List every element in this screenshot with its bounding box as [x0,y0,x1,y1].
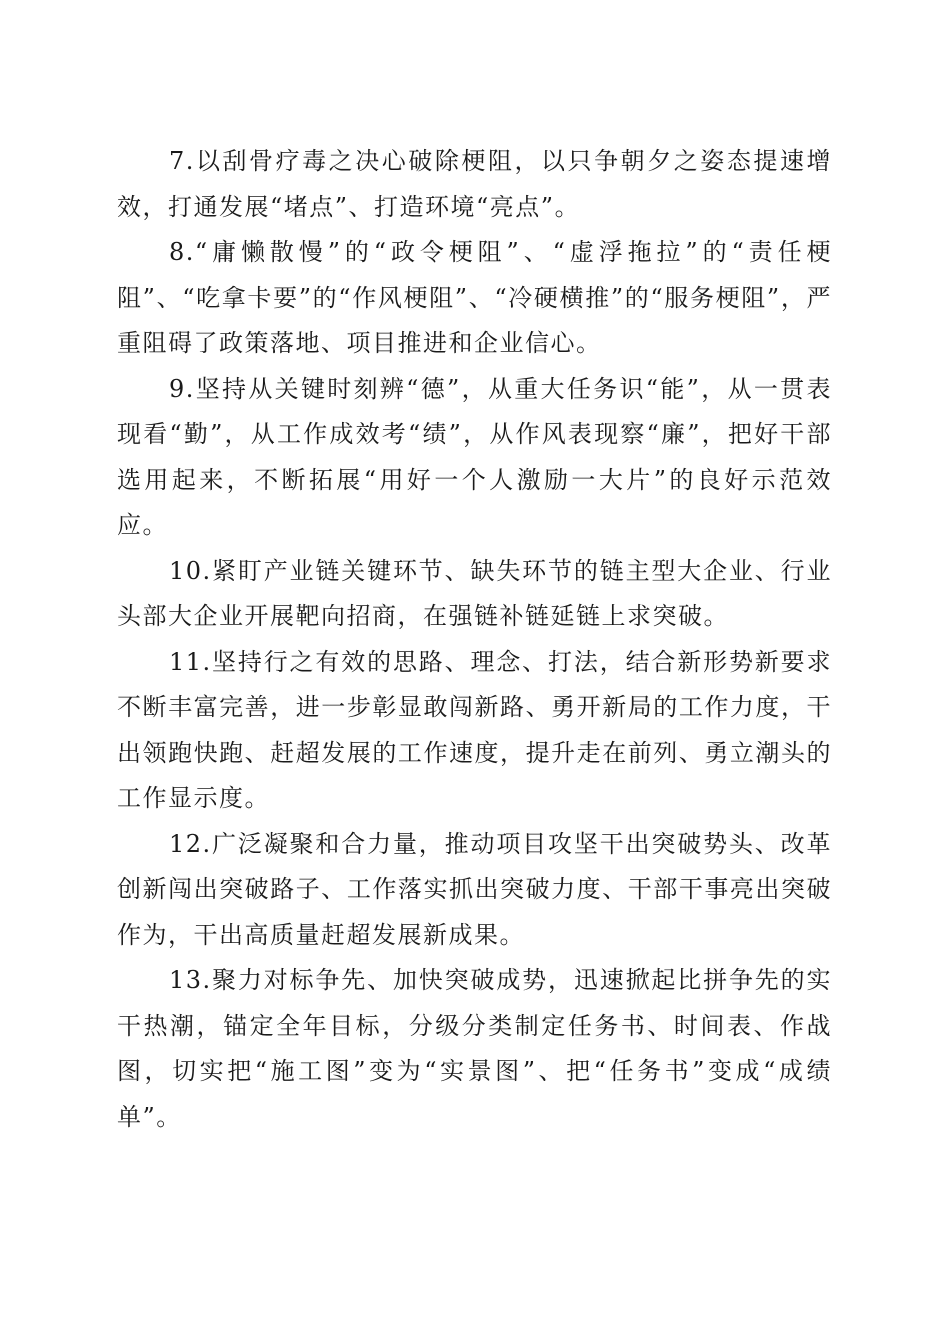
paragraph-9: 9.坚持从关键时刻辨“德”，从重大任务识“能”，从一贯表现看“勤”，从工作成效考“绩”，从作风表现察“廉”，把好干部选用起来，不断拓展“用好一个人激励一大片”的良好示范效应。 [117,374,832,539]
document-body [117,139,832,1140]
paragraph-7: 7.以刮骨疗毒之决心破除梗阻，以只争朝夕之姿态提速增效，打通发展“堵点”、打造环境“亮点”。 [117,147,832,221]
paragraph-8: 8.“庸懒散慢”的“政令梗阻”、“虚浮拖拉”的“责任梗阻”、“吃拿卡要”的“作风梗阻”、“冷硬横推”的“服务梗阻”，严重阻碍了政策落地、项目推进和企业信心。 [117,238,832,357]
paragraph-11: 11.坚持行之有效的思路、理念、打法，结合新形势新要求不断丰富完善，进一步彰显敢闯新路、勇开新局的工作力度，干出领跑快跑、赶超发展的工作速度，提升走在前列、勇立潮头的工作显示度。 [117,647,832,812]
paragraph-13: 13.聚力对标争先、加快突破成势，迅速掀起比拼争先的实干热潮，锚定全年目标，分级分类制定任务书、时间表、作战图，切实把“施工图”变为“实景图”、把“任务书”变成“成绩单”。 [117,966,832,1131]
paragraph-10: 10.紧盯产业链关键环节、缺失环节的链主型大企业、行业头部大企业开展靶向招商，在强链补链延链上求突破。 [117,556,832,630]
paragraph-12: 12.广泛凝聚和合力量，推动项目攻坚干出突破势头、改革创新闯出突破路子、工作落实抓出突破力度、干部干事亮出突破作为，干出高质量赶超发展新成果。 [117,829,832,949]
